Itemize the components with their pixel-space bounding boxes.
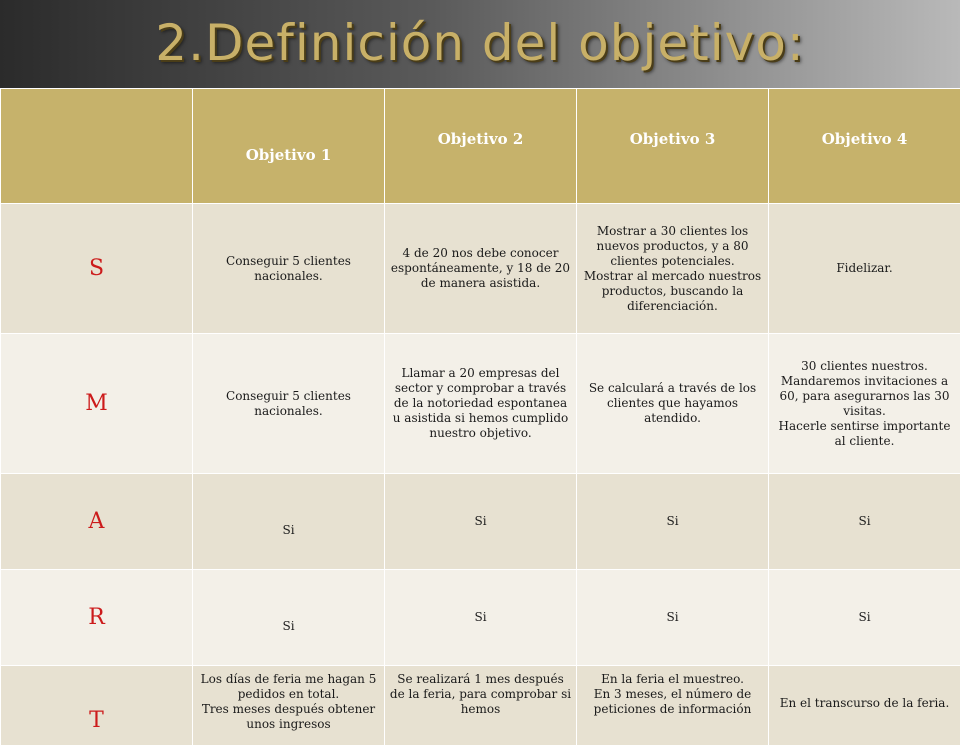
row-label-a: A xyxy=(1,474,193,570)
table-cell: Si xyxy=(193,474,385,570)
table-row-r xyxy=(1,570,960,666)
table-row-a xyxy=(1,474,960,570)
table-header-row xyxy=(1,89,960,204)
table-cell: Si xyxy=(769,474,960,570)
table-cell: 30 clientes nuestros. Mandaremos invitaciones a 60, para asegurarnos las 30 visitas. Hacerle sentirse importante al cliente. xyxy=(769,334,960,474)
table-cell: Si xyxy=(385,474,577,570)
table-cell: Los días de feria me hagan 5 pedidos en total. Tres meses después obtener unos ingresos xyxy=(193,666,385,746)
header-objetivo-3: Objetivo 3 xyxy=(577,89,769,204)
slide-title: 2.Definición del objetivo: xyxy=(0,0,960,88)
table-cell: Conseguir 5 clientes nacionales. xyxy=(193,204,385,334)
table-cell: 4 de 20 nos debe conocer espontáneamente, y 18 de 20 de manera asistida. xyxy=(385,204,577,334)
table-cell: Mostrar a 30 clientes los nuevos productos, y a 80 clientes potenciales. Mostrar al mercado nuestros productos, buscando la diferenciación. xyxy=(577,204,769,334)
header-objetivo-1: Objetivo 1 xyxy=(193,89,385,204)
table-cell: Si xyxy=(577,570,769,666)
table-cell: Se calculará a través de los clientes que hayamos atendido. xyxy=(577,334,769,474)
row-label-r: R xyxy=(1,570,193,666)
table-cell: Si xyxy=(385,570,577,666)
row-label-s: S xyxy=(1,204,193,334)
table-cell: Conseguir 5 clientes nacionales. xyxy=(193,334,385,474)
table-cell: Fidelizar. xyxy=(769,204,960,334)
table-row-m xyxy=(1,334,960,474)
table-row-t xyxy=(1,666,960,746)
table-cell: Si xyxy=(193,570,385,666)
table-row-s xyxy=(1,204,960,334)
table-cell: Si xyxy=(577,474,769,570)
header-objetivo-4: Objetivo 4 xyxy=(769,89,960,204)
header-objetivo-2: Objetivo 2 xyxy=(385,89,577,204)
row-label-t: T xyxy=(1,666,193,746)
table-cell: Llamar a 20 empresas del sector y comprobar a través de la notoriedad espontanea u asistida si hemos cumplido nuestro objetivo. xyxy=(385,334,577,474)
table-cell: En la feria el muestreo. En 3 meses, el número de peticiones de información xyxy=(577,666,769,746)
table-cell: Si xyxy=(769,570,960,666)
smart-objectives-table xyxy=(0,88,960,746)
header-corner xyxy=(1,89,193,204)
row-label-m: M xyxy=(1,334,193,474)
table-cell: Se realizará 1 mes después de la feria, para comprobar si hemos xyxy=(385,666,577,746)
table-cell: En el transcurso de la feria. xyxy=(769,666,960,746)
